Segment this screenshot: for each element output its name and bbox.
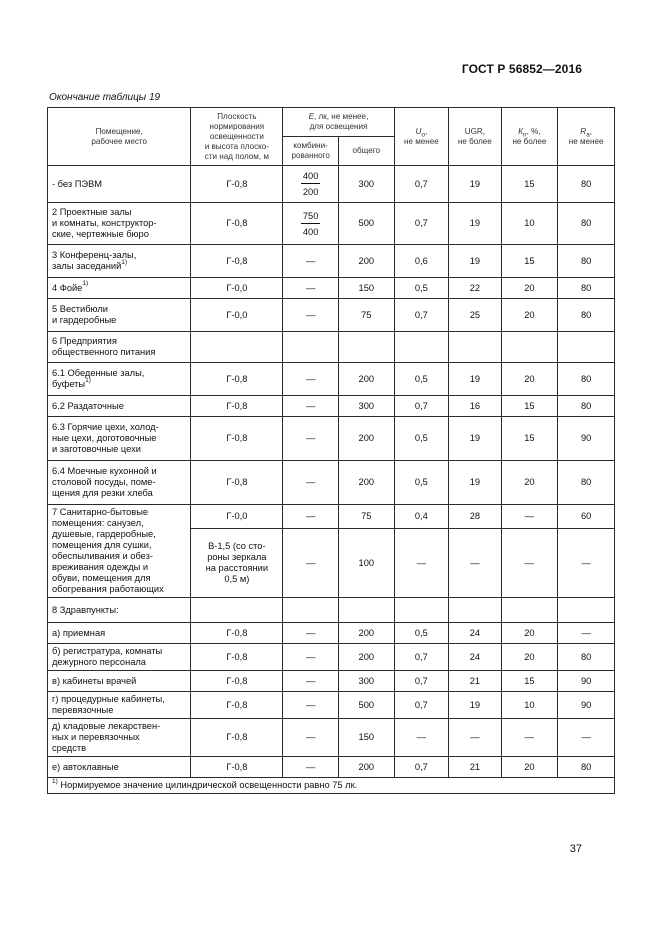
cell-combined: — (283, 644, 339, 671)
cell-color-rendering: 80 (558, 278, 615, 299)
cell-plane: Г-0,8 (191, 363, 283, 396)
cell-plane: Г-0,8 (191, 461, 283, 505)
table-footnote: $^{1)}$ Нормируемое значение цилиндрической освещенности равно 75 лк. (48, 778, 615, 794)
room-name: 3 Конференц-залы, залы заседаний (52, 250, 137, 271)
cell-combined: — (283, 671, 339, 692)
cell-general: 200 (338, 245, 394, 278)
cell-combined: — (283, 757, 339, 778)
cell-uniformity: 0,4 (394, 505, 449, 529)
cell-combined: — (283, 505, 339, 529)
cell-pulsation: 20 (501, 299, 558, 332)
cell-pulsation: 15 (501, 417, 558, 461)
cell-color-rendering: 80 (558, 757, 615, 778)
cell-plane: Г-0,8 (191, 203, 283, 245)
room-name: 6.3 Горячие цехи, холод- ные цехи, доготовочные и заготовочные цехи (52, 422, 159, 454)
header-general: общего (338, 137, 394, 166)
cell-ugr: 21 (449, 757, 501, 778)
cell-color-rendering: 80 (558, 166, 615, 203)
header-plane: Плоскость нормирования освещенности и высота плоско- сти над полом, м (191, 108, 283, 166)
cell-general: 200 (338, 363, 394, 396)
cell-empty (501, 332, 558, 363)
cell-color-rendering: — (558, 529, 615, 598)
table-row (48, 332, 615, 363)
cell-ugr: 19 (449, 417, 501, 461)
cell-pulsation: 15 (501, 396, 558, 417)
cell-uniformity: 0,5 (394, 363, 449, 396)
cell-uniformity: 0,5 (394, 278, 449, 299)
table-row (48, 623, 615, 644)
cell-combined: — (283, 278, 339, 299)
cell-ugr: 24 (449, 644, 501, 671)
table-row (48, 278, 615, 299)
cell-ugr: 24 (449, 623, 501, 644)
cell-empty (558, 332, 615, 363)
table-row (48, 461, 615, 505)
table-row (48, 598, 615, 623)
cell-room: 7 Санитарно-бытовые помещения: санузел, душевые, гардеробные, помещения для сушки, обеспыливания и обез- вреживания одежды и обуви, помещения для обогревания работающих (48, 505, 191, 598)
cell-room (48, 166, 191, 203)
cell-uniformity: — (394, 719, 449, 757)
cell-uniformity: 0,7 (394, 299, 449, 332)
cell-general: 200 (338, 417, 394, 461)
cell-pulsation: 15 (501, 245, 558, 278)
cell-general: 200 (338, 623, 394, 644)
cell-general: 200 (338, 461, 394, 505)
cell-uniformity: 0,7 (394, 203, 449, 245)
cell-combined: — (283, 417, 339, 461)
cell-uniformity: — (394, 529, 449, 598)
cell-plane: Г-0,8 (191, 166, 283, 203)
cell-general: 500 (338, 692, 394, 719)
cell-plane: Г-0,0 (191, 299, 283, 332)
cell-room (48, 671, 191, 692)
footnote-ref: 1) (82, 280, 89, 288)
room-name: б) регистратура, комнаты дежурного персонала (52, 646, 163, 667)
cell-empty (283, 598, 339, 623)
table-row (48, 757, 615, 778)
cell-combined: — (283, 363, 339, 396)
cell-plane: Г-0,8 (191, 644, 283, 671)
cell-empty (283, 332, 339, 363)
cell-combined: — (283, 719, 339, 757)
cell-room (48, 396, 191, 417)
cell-empty (191, 598, 283, 623)
cell-pulsation: — (501, 529, 558, 598)
room-name: а) приемная (52, 627, 106, 638)
cell-room (48, 623, 191, 644)
fraction-numerator: 750 (301, 210, 321, 224)
cell-room (48, 644, 191, 671)
cell-color-rendering: 80 (558, 644, 615, 671)
cell-ugr: — (449, 529, 501, 598)
header-color-rendering: $R_а$, не менее (558, 108, 615, 166)
cell-color-rendering: 80 (558, 461, 615, 505)
room-name: 4 Фойе (52, 282, 83, 293)
cell-empty (449, 598, 501, 623)
header-ugr: UGR, не более (449, 108, 501, 166)
cell-general: 75 (338, 299, 394, 332)
fraction (301, 210, 321, 238)
cell-combined: — (283, 299, 339, 332)
room-name: 6.2 Раздаточные (52, 400, 124, 411)
cell-plane: Г-0,8 (191, 757, 283, 778)
room-name: г) процедурные кабинеты, перевязочные (52, 694, 165, 715)
fraction-numerator: 400 (301, 170, 321, 184)
cell-room (48, 417, 191, 461)
table-row (48, 505, 615, 529)
cell-color-rendering: 80 (558, 363, 615, 396)
cell-ugr: 16 (449, 396, 501, 417)
cell-uniformity: 0,6 (394, 245, 449, 278)
cell-uniformity: 0,7 (394, 166, 449, 203)
cell-empty (338, 332, 394, 363)
table-row (48, 166, 615, 203)
room-name: д) кладовые лекарствен- ных и перевязочных средств (52, 721, 161, 753)
cell-combined: — (283, 396, 339, 417)
cell-combined: — (283, 529, 339, 598)
cell-room (48, 203, 191, 245)
cell-plane: Г-0,8 (191, 396, 283, 417)
cell-uniformity: 0,7 (394, 757, 449, 778)
cell-room (48, 278, 191, 299)
cell-pulsation: 15 (501, 671, 558, 692)
cell-room (48, 719, 191, 757)
fraction-denominator: 200 (302, 187, 319, 197)
cell-pulsation: 10 (501, 203, 558, 245)
table-body (48, 166, 615, 778)
cell-plane: В-1,5 (со сто- роны зеркала на расстоянии 0,5 м) (191, 529, 283, 598)
cell-ugr: — (449, 719, 501, 757)
table-row (48, 692, 615, 719)
cell-general: 75 (338, 505, 394, 529)
header-illuminance: Е, лк, не менее, для освещения (283, 108, 394, 137)
cell-empty (191, 332, 283, 363)
document-standard-code: ГОСТ Р 56852—2016 (461, 62, 582, 76)
cell-uniformity: 0,7 (394, 644, 449, 671)
fraction-denominator: 400 (302, 226, 319, 237)
cell-empty (338, 598, 394, 623)
cell-ugr: 19 (449, 461, 501, 505)
cell-color-rendering: — (558, 719, 615, 757)
illumination-norms-table (47, 107, 615, 794)
cell-color-rendering: — (558, 623, 615, 644)
cell-empty (558, 598, 615, 623)
cell-combined: — (283, 692, 339, 719)
cell-ugr: 19 (449, 363, 501, 396)
cell-pulsation: 10 (501, 692, 558, 719)
cell-ugr: 19 (449, 692, 501, 719)
cell-general: 300 (338, 671, 394, 692)
cell-plane: Г-0,8 (191, 671, 283, 692)
cell-combined: — (283, 245, 339, 278)
cell-color-rendering: 90 (558, 417, 615, 461)
cell-uniformity: 0,5 (394, 461, 449, 505)
footnote-ref: 1) (121, 258, 128, 266)
cell-color-rendering: 80 (558, 396, 615, 417)
cell-plane: Г-0,0 (191, 505, 283, 529)
cell-empty (449, 332, 501, 363)
cell-pulsation: — (501, 505, 558, 529)
cell-color-rendering: 90 (558, 692, 615, 719)
header-room: Помещение, рабочее место (48, 108, 191, 166)
cell-color-rendering: 80 (558, 203, 615, 245)
cell-empty (501, 598, 558, 623)
cell-combined: — (283, 623, 339, 644)
cell-general: 100 (338, 529, 394, 598)
cell-general: 200 (338, 757, 394, 778)
cell-uniformity: 0,7 (394, 671, 449, 692)
cell-ugr: 19 (449, 166, 501, 203)
cell-color-rendering: 60 (558, 505, 615, 529)
cell-combined (283, 203, 339, 245)
cell-room (48, 757, 191, 778)
cell-plane: Г-0,8 (191, 245, 283, 278)
page-number: 37 (569, 843, 582, 855)
cell-empty (394, 598, 449, 623)
table-row (48, 396, 615, 417)
cell-pulsation: — (501, 719, 558, 757)
footnote-ref: 1) (85, 376, 91, 384)
cell-empty (394, 332, 449, 363)
room-name: 2 Проектные залы и комнаты, конструктор- ские, чертежные бюро (52, 207, 157, 239)
table-row (48, 719, 615, 757)
cell-general: 150 (338, 278, 394, 299)
cell-pulsation: 20 (501, 278, 558, 299)
cell-general: 300 (338, 396, 394, 417)
room-name: 6.1 Обеденные залы, буфеты (52, 368, 145, 389)
cell-pulsation: 20 (501, 363, 558, 396)
cell-room (48, 363, 191, 396)
table-row (48, 671, 615, 692)
cell-plane: Г-0,8 (191, 719, 283, 757)
header-combined: комбини- рованного (283, 137, 339, 166)
cell-combined: — (283, 461, 339, 505)
table-row (48, 245, 615, 278)
cell-general: 150 (338, 719, 394, 757)
cell-general: 500 (338, 203, 394, 245)
cell-color-rendering: 90 (558, 671, 615, 692)
cell-pulsation: 20 (501, 757, 558, 778)
cell-room (48, 299, 191, 332)
cell-room (48, 245, 191, 278)
cell-room (48, 598, 191, 623)
cell-combined (283, 166, 339, 203)
cell-pulsation: 15 (501, 166, 558, 203)
room-name: 8 Здравпункты: (52, 604, 119, 615)
fraction (301, 170, 321, 198)
cell-plane: Г-0,0 (191, 278, 283, 299)
cell-color-rendering: 80 (558, 245, 615, 278)
table-row (48, 417, 615, 461)
cell-ugr: 22 (449, 278, 501, 299)
cell-general: 300 (338, 166, 394, 203)
room-name: 5 Вестибюли и гардеробные (52, 304, 117, 325)
room-name: 6 Предприятия общественного питания (52, 336, 156, 357)
cell-ugr: 21 (449, 671, 501, 692)
cell-pulsation: 20 (501, 461, 558, 505)
cell-uniformity: 0,5 (394, 623, 449, 644)
room-name: е) автоклавные (52, 761, 119, 772)
room-name: в) кабинеты врачей (52, 675, 137, 686)
cell-pulsation: 20 (501, 644, 558, 671)
cell-color-rendering: 80 (558, 299, 615, 332)
cell-pulsation: 20 (501, 623, 558, 644)
cell-plane: Г-0,8 (191, 692, 283, 719)
header-uniformity: $U_о$, не менее (394, 108, 449, 166)
room-name: 6.4 Моечные кухонной и столовой посуды, поме- щения для резки хлеба (52, 466, 157, 498)
header-pulsation: $К_п$, %, не более (501, 108, 558, 166)
cell-room (48, 692, 191, 719)
table-row (48, 203, 615, 245)
table-row (48, 644, 615, 671)
cell-ugr: 19 (449, 203, 501, 245)
table-row (48, 363, 615, 396)
cell-room (48, 461, 191, 505)
cell-ugr: 19 (449, 245, 501, 278)
table-row (48, 299, 615, 332)
cell-ugr: 25 (449, 299, 501, 332)
cell-general: 200 (338, 644, 394, 671)
cell-ugr: 28 (449, 505, 501, 529)
cell-uniformity: 0,5 (394, 417, 449, 461)
room-name: - без ПЭВМ (52, 178, 103, 189)
cell-plane: Г-0,8 (191, 623, 283, 644)
cell-uniformity: 0,7 (394, 692, 449, 719)
table-caption: Окончание таблицы 19 (49, 92, 161, 103)
cell-plane: Г-0,8 (191, 417, 283, 461)
cell-uniformity: 0,7 (394, 396, 449, 417)
cell-room (48, 332, 191, 363)
